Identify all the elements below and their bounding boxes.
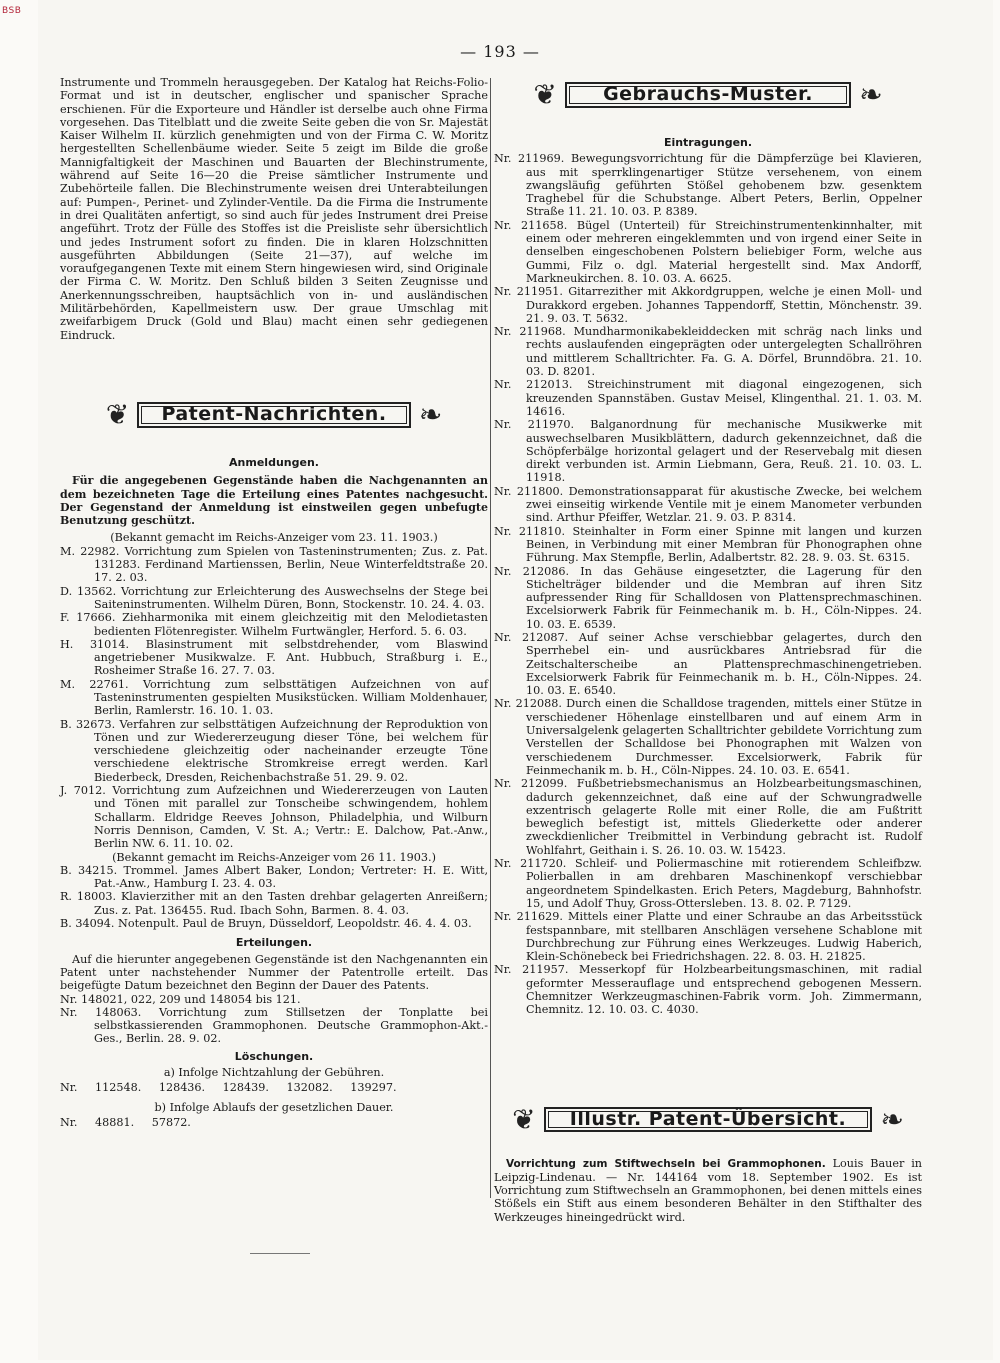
ornament-icon: ❧ [418,397,443,431]
anmeldungen-heading: Anmeldungen. [229,455,319,469]
list-item: Nr. 148063. Vorrichtung zum Stillsetzen der Tonplatte bei selbstkassierenden Grammophonen. Deutsche Grammophon-Akt.-Ges., Berlin. 28. 9. 02. [60,1005,488,1046]
left-column [60,76,488,1129]
list-item: Nr. 212088. Durch einen die Schalldose tragenden, mittels einer Stütze in verschiedener Höhenlage einstellbaren und auf einem Arm in Universalgelenk gelagerten Schalltrichter gebildete Vorrichtung zum Verstellen der Schalldose bei Phonographen mit Walzen von verschiedenem Durchmesser. Excelsiorwerk, Fabrik für Feinmechanik m. b. H., Cöln-Nippes. 24. 10. 03. E. 6541. [494,697,922,777]
erteilungen-heading: Erteilungen. [235,936,313,950]
list-item: Nr. 212013. Streichinstrument mit diagonal eingezogenen, sich kreuzenden Spannstäben. Gustav Meisel, Klingenthal. 21. 1. 03. M. 14616. [494,378,922,418]
list-item: Nr. 212099. Fußbetriebsmechanismus an Holzbearbeitungsmaschinen, dadurch gekennzeichnet, daß eine auf der Schwungradwelle exzentrisch gelagerte Rolle mit einer Rolle, die am Fußtritt beweglich befestigt ist, mittels Gliederkette oder anderer zweckdienlicher Treibmittel in Verbindung gebracht ist. Rudolf Wohlfahrt, Geithain i. S. 26. 10. 03. W. 15423. [494,777,922,857]
illustr-entry-text: Louis Bauer in Leipzig-Lindenau. — Nr. 144164 vom 18. September 1902. Es ist Vorrichtung zum Stiftwechseln an Grammophonen, bei denen mittels eines Stößels ein Stift aus einem besonderen Behälter in den Stifthalter des Werkzeuges hineingedrückt wird. [494,1156,922,1224]
anmeldungen-list-2 [60,864,488,930]
list-item: M. 22982. Vorrichtung zum Spielen von Tasteninstrumenten; Zus. z. Pat. 131283. Ferdinand Martienssen, Berlin, Neue Winterfeldtstraße 20. 17. 2. 03. [60,544,488,585]
list-item: F. 17666. Ziehharmonika mit einem gleichzeitig mit den Melodietasten bedienten Flötenregister. Wilhelm Furtwängler, Herford. 5. 6. 03. [60,611,488,638]
page-number: — 193 — [460,42,540,61]
loeschung-a-list: Nr. 112548. 128436. 128439. 132082. 139297. [60,1081,397,1095]
anmeldungen-list-1 [60,545,488,851]
illustr-banner-title: Illustr. Patent-Übersicht. [544,1107,872,1132]
list-item: R. 18003. Klavierzither mit an den Tasten drehbar gelagerten Anreißern; Zus. z. Pat. 136455. Rud. Ibach Sohn, Barmen. 8. 4. 03. [60,890,488,917]
list-item: Nr. 211969. Bewegungsvorrichtung für die Dämpferzüge bei Klavieren, aus mit sperrklingenartiger Stütze versehenem, von einem zwangsläufig geführten Stößel gehobenem bzw. gesenktem Traghebel für die Schubstange. Albert Peters, Berlin, Oppelner Straße 11. 21. 10. 03. P. 8389. [494,152,922,219]
right-column [494,76,922,1224]
column-divider [490,78,491,1198]
patent-banner-title: Patent-Nachrichten. [137,402,410,427]
closing-rule [250,1253,310,1254]
eintragungen-list [494,152,922,1016]
list-item: Nr. 211970. Balganordnung für mechanische Musikwerke mit auswechselbaren Musikblättern, dadurch gekennzeichnet, daß die Schöpferbälge horizontal gelagert und der Reservebalg mit diesen direkt verbunden ist. Armin Liebmann, Gera, Reuß. 21. 10. 03. L. 11918. [494,418,922,485]
library-mark: BSB [2,6,22,16]
loeschungen-heading: Löschungen. [234,1049,314,1063]
list-item: Nr. 148021, 022, 209 und 148054 bis 121. [60,992,301,1006]
ornament-icon: ❧ [880,1102,904,1136]
list-item: Nr. 212087. Auf seiner Achse verschiebbar gelagertes, durch den Sperrhebel ein- und ausrückbares Antriebsrad für die Zeitschalterscheibe an Plattensprechmaschinengetrieben. Excelsiorwerk Fabrik für Feinmechanik m. b. H., Cöln-Nippes. 24. 10. 03. E. 6540. [494,630,922,698]
bekannt-note-1: (Bekannt gemacht im Reichs-Anzeiger vom 23. 11. 1903.) [110,531,438,545]
list-item: J. 7012. Vorrichtung zum Aufzeichnen und Wiedererzeugen von Lauten und Tönen mit parallel zur Tonscheibe schwingendem, hohlem Schallarm. Eldridge Reeves Johnson, Philadelphia, und Wilburn Norris Dennison, Camden, V. St. A.; Vertr.: E. Dalchow, Pat.-Anw., Berlin NW. 6. 11. 10. 02. [60,784,488,851]
ornament-icon: ❦ [533,78,557,111]
list-item: B. 32673. Verfahren zur selbsttätigen Aufzeichnung der Reproduktion von Tönen und zur Wiedererzeugung dieser Töne, bei welchem für verschiedene gleichzeitig oder nacheinander erzeugte Töne verschiedene elektrische Stromkreise erregt werden. Karl Biederbeck, Dresden, Reichenbachstraße 51. 29. 9. 02. [60,717,488,784]
list-item: D. 13562. Vorrichtung zur Erleichterung des Auswechselns der Stege bei Saiteninstrumenten. Wilhelm Düren, Bonn, Stockenstr. 10. 24. 4. 03. [60,584,488,611]
ornament-icon: ❦ [105,397,130,431]
illustr-entry [494,1157,922,1224]
loeschung-a-heading: a) Infolge Nichtzahlung der Gebühren. [163,1066,385,1079]
list-item: B. 34094. Notenpult. Paul de Bruyn, Düsseldorf, Leopoldstr. 46. 4. 4. 03. [60,917,472,931]
list-item: H. 31014. Blasinstrument mit selbstdrehender, vom Blaswind angetriebener Musikwalze. F. Ant. Hubbuch, Straßburg i. E., Rosheimer Straße 16. 27. 7. 03. [60,637,488,678]
illustr-banner [494,1102,922,1136]
loeschung-b-heading: b) Infolge Ablaufs der gesetzlichen Dauer. [154,1100,394,1114]
list-item: Nr. 211810. Steinhalter in Form einer Spinne mit langen und kurzen Beinen, in Verbindung mit einer Membran für Phonographen ohne Führung. Max Stempfle, Berlin, Adalbertstr. 82. 28. 9. 03. St. 6315. [494,524,922,565]
intro-paragraph: Instrumente und Trommeln herausgegeben. Der Katalog hat Reichs-Folio-Format und ist in deutscher, englischer und spanischer Sprache erschienen. Für die Exporteure und Händler ist derselbe auch ohne Firma vorgesehen. Das Titelblatt und die zweite Seite geben die von Sr. Majestät Kaiser Wilhelm II. kürzlich genehmigten und von der Firma C. W. Moritz hergestellten Schellenbäume wieder. Seite 5 zeigt im Bilde die große Mannigfaltigkeit der Maschinen und Bauarten der Blechinstrumente, während auf Seite 16—20 die Preise sämtlicher Instrumente und Zubehörteile fallen. Die Blechinstrumente weisen drei Unterabteilungen auf: Pumpen-, Perinet- und Zylinder-Ventile. Da die Firma die Instrumente in drei Qualitäten anfertigt, so sind auch für jedes Instrument drei Preise angeführt. Trotz der Fülle des Stoffes ist die Preisliste sehr übersichtlich und jedes Instrument sofort zu finden. Die in klaren Holzschnitten ausgeführten Abbildungen (Seite 21—37), auf welche im voraufgegangenen Texte mit einem Stern hingewiesen wird, sind Originale der Firma C. W. Moritz. Den Schluß bilden 3 Seiten Zeugnisse und Anerkennungsschreiben, hauptsächlich von in- und ausländischen Militärbehörden, Kapellmeistern usw. Der graue Umschlag mit zweifarbigem Druck (Gold und Blau) macht einen sehr gediegenen Eindruck. [60,76,488,342]
list-item: Nr. 211951. Gitarrezither mit Akkordgruppen, welche je einen Moll- und Durakkord ergeben. Johannes Tappendorff, Stettin, Mönchenstr. 39. 21. 9. 03. T. 5632. [494,285,922,325]
list-item: Nr. 211957. Messerkopf für Holzbearbeitungsmaschinen, mit radial geformter Messerauflage und entsprechend gebogenen Messern. Chemnitzer Werkzeugmaschinen-Fabrik vorm. Joh. Zimmermann, Chemnitz. 12. 10. 03. C. 4030. [494,963,922,1017]
ornament-icon: ❧ [859,78,883,111]
gebrauchsmuster-banner-title: Gebrauchs-Muster. [565,82,851,107]
list-item: Nr. 211968. Mundharmonikabekleiddecken mit schräg nach links und rechts auslaufenden eingeprägten oder untergelegten Schallröhren und mittlerem Schalltrichter. Fa. G. A. Dörfel, Brunndöbra. 21. 10. 03. D. 8201. [494,325,922,379]
gebrauchsmuster-banner [494,80,922,110]
bekannt-note-2: (Bekannt gemacht im Reichs-Anzeiger vom 26 11. 1903.) [112,850,436,864]
illustr-entry-title: Vorrichtung zum Stiftwechseln bei Grammophonen. [506,1157,826,1170]
list-item: Nr. 211658. Bügel (Unterteil) für Streichinstrumentenkinnhalter, mit einem oder mehreren eingeklemmten und von irgend einer Seite in denselben eingeschobenen Polstern beliebiger Form, welche aus Gummi, Filz o. dgl. Material hergestellt sind. Max Andorff, Markneukirchen. 8. 10. 03. A. 6625. [494,218,922,285]
patent-banner [60,397,488,431]
ornament-icon: ❦ [512,1102,536,1136]
list-item: Nr. 211629. Mittels einer Platte und einer Schraube an das Arbeitsstück festspannbare, mit stellbaren Anschlägen versehene Schablone mit Durchbrechung zur Führung eines Werkzeuges. Ludwig Haberich, Klein-Schönebeck bei Friedrichshagen. 22. 8. 03. H. 21825. [494,910,922,964]
list-item: Nr. 212086. In das Gehäuse eingesetzter, die Lagerung für den Stichelträger bildender und die Membran auf ihren Sitz aufpressender Ring für Schalldosen von Plattensprechmaschinen. Excelsiorwerk Fabrik für Feinmechanik m. b. H., Cöln-Nippes. 24. 10. 03. E. 6539. [494,564,922,631]
eintragungen-heading: Eintragungen. [663,136,753,149]
list-item: Nr. 211800. Demonstrationsapparat für akustische Zwecke, bei welchem zwei einseitig wirkende Ventile mit je einem Manometer verbunden sind. Arthur Pfeiffer, Wetzlar. 21. 9. 03. P. 8314. [494,484,922,525]
list-item: Nr. 211720. Schleif- und Poliermaschine mit rotierendem Schleifbzw. Polierballen in am drehbaren Maschinenkopf verschiebbar angeordnetem Spindelkasten. Erich Peters, Magdeburg, Bahnhofstr. 15, und Adolf Thuy, Gross-Ottersleben. 13. 8. 02. P. 7129. [494,857,922,910]
erteilungen-intro: Auf die hierunter angegebenen Gegenstände ist den Nachgenannten ein Patent unter nachstehender Nummer der Patentrolle erteilt. Das beigefügte Datum bezeichnet den Beginn der Dauer des Patents. [60,952,488,993]
loeschung-b-list: Nr. 48881. 57872. [60,1115,191,1129]
list-item: M. 22761. Vorrichtung zum selbsttätigen Aufzeichnen von auf Tasteninstrumenten gespielten Musikstücken. William Moldenhauer, Berlin, Ramlerstr. 16. 10. 1. 03. [60,677,489,718]
list-item: B. 34215. Trommel. James Albert Baker, London; Vertreter: H. E. Witt, Pat.-Anw., Hamburg I. 23. 4. 03. [60,863,488,891]
anmeldungen-intro: Für die angegebenen Gegenstände haben die Nachgenannten an dem bezeichneten Tage die Erteilung eines Patentes nachgesucht. Der Gegenstand der Anmeldung ist einstweilen gegen unbefugte Benutzung geschützt. [60,474,488,528]
